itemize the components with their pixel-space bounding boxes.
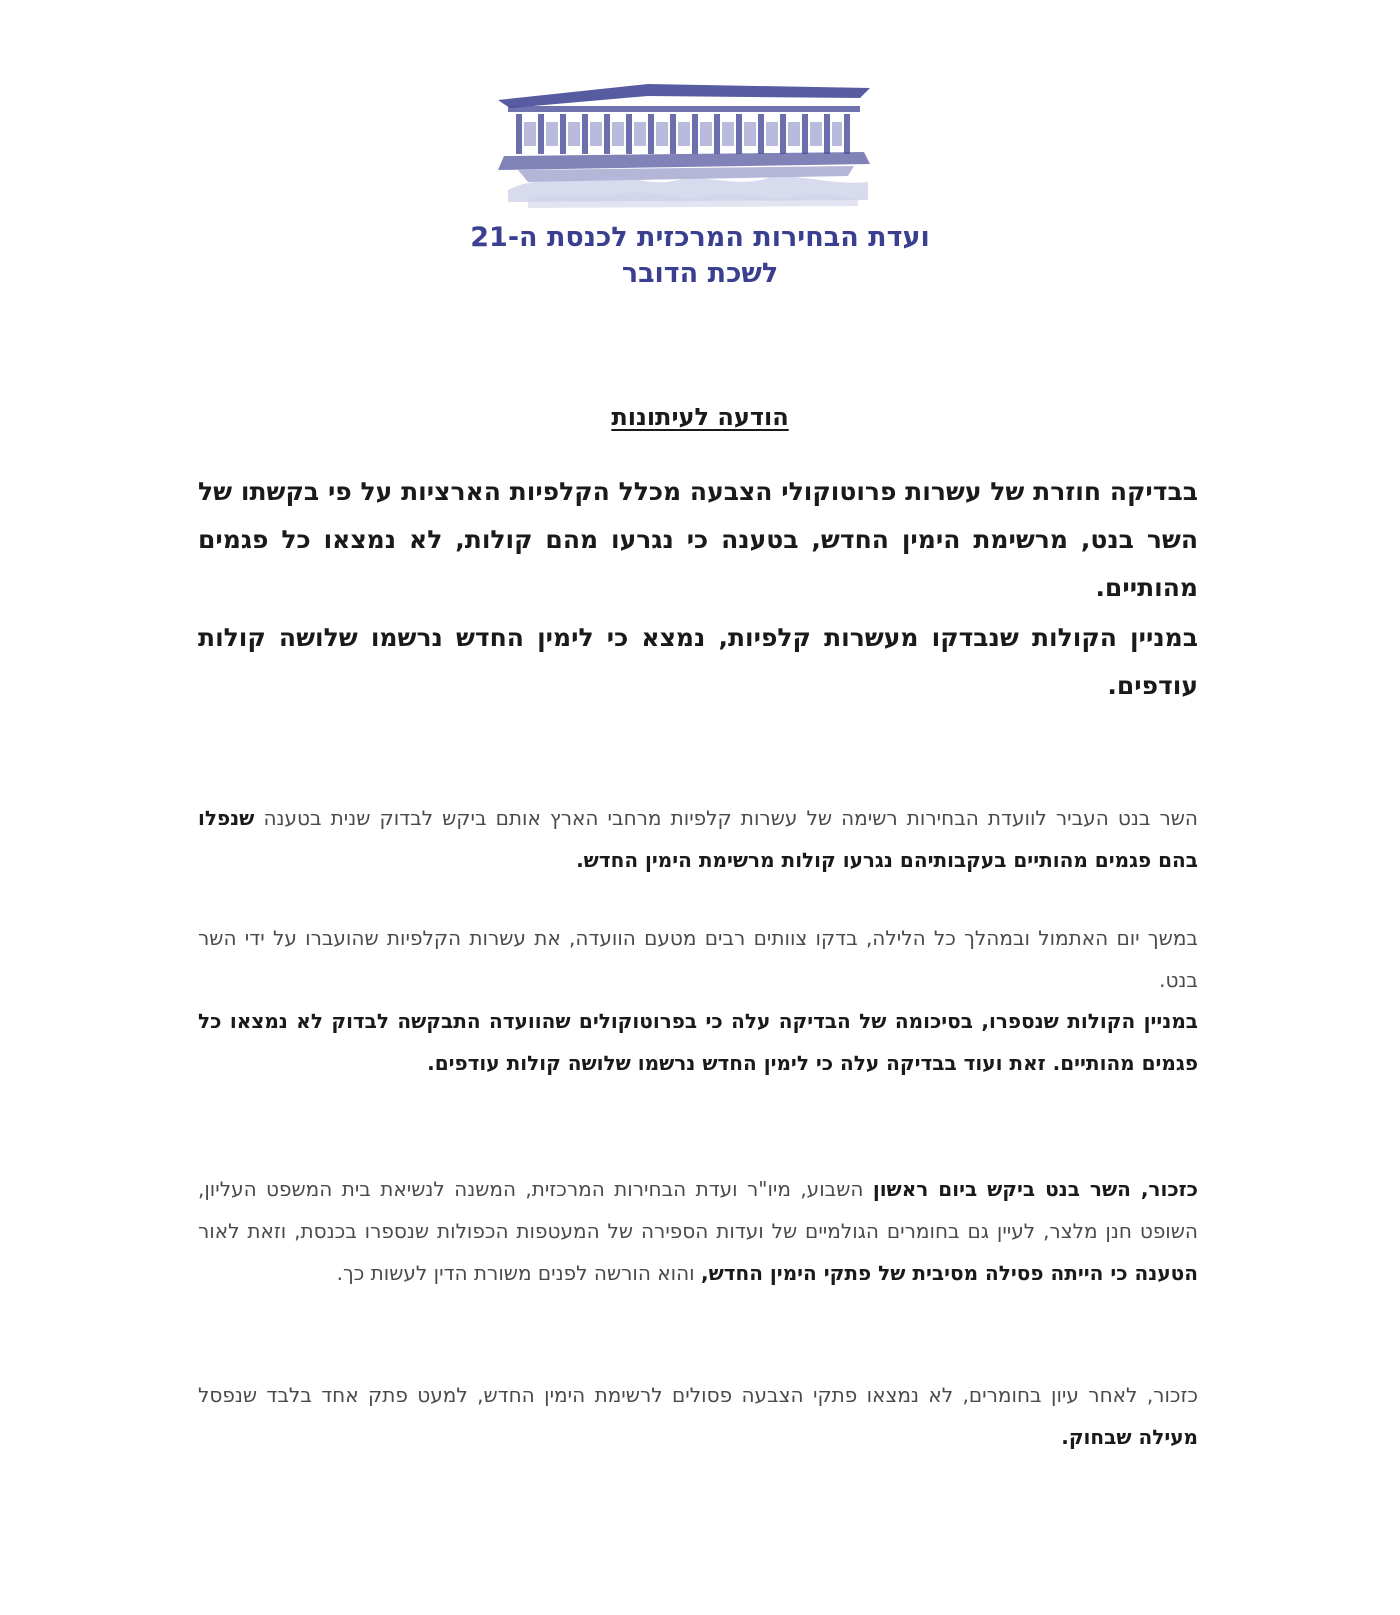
body-paragraph-4-text-b: והוא הורשה לפנים משורת הדין לעשות כך. [336, 1261, 701, 1285]
lead-paragraph-2: במניין הקולות שנבדקו מעשרות קלפיות, נמצא כי לימין החדש נרשמו שלושה קולות עודפים. [198, 623, 1198, 700]
org-name: ועדת הבחירות המרכזית לכנסת ה-21 [470, 222, 930, 253]
body-paragraph-4-bold-a: כזכור, השר בנט ביקש ביום ראשון [872, 1177, 1198, 1201]
body-paragraph-5 [198, 1374, 1198, 1458]
body-paragraph-2: במשך יום האתמול ובמהלך כל הלילה, בדקו צוותים רבים מטעם הוועדה, את עשרות הקלפיות שהועברו על ידי השר בנט. [198, 926, 1198, 992]
page-title: הודעה לעיתונות [611, 403, 789, 431]
org-department: לשכת הדובר [621, 258, 779, 289]
body-paragraph-5-text: כזכור, לאחר עיון בחומרים, לא נמצאו פתקי הצבעה פסולים לרשימת הימין החדש, למעט פתק אחד בלבד שנפסל [198, 1383, 1198, 1407]
body-paragraph-4-bold-b: הטענה כי הייתה פסילה מסיבית של פתקי הימין החדש, [700, 1261, 1198, 1285]
body-paragraph-4-text-a: השבוע, מיו"ר ועדת הבחירות המרכזית, המשנה לנשיאת בית המשפט העליון, השופט חנן מלצר, לעיין גם בחומרים הגולמיים של ועדות הספירה של המעטפות הכפולות שנספרו בכנסת, וזאת לאור [198, 1177, 1198, 1243]
body-paragraph-1-bold: שנפלו בהם פגמים מהותיים בעקבותיהם נגרעו קולות מרשימת הימין החדש. [198, 806, 1198, 872]
body-paragraph-1 [198, 797, 1198, 881]
body-paragraph-3: במניין הקולות שנספרו, בסיכומה של הבדיקה עלה כי בפרוטוקולים שהוועדה התבקשה לבדוק לא נמצאו כל פגמים מהותיים. זאת ועוד בבדיקה עלה כי לימין החדש נרשמו שלושה קולות עודפים. [198, 1009, 1198, 1075]
lead-paragraph-1: בבדיקה חוזרת של עשרות פרוטוקולי הצבעה מכלל הקלפיות הארציות על פי בקשתו של השר בנט, מרשימת הימין החדש, בטענה כי נגרעו מהם קולות, לא נמצאו כל פגמים מהותיים. [198, 477, 1198, 602]
body-paragraph-1-text: השר בנט העביר לוועדת הבחירות רשימה של עשרות קלפיות מרחבי הארץ אותם ביקש לבדוק שנית בטענה [254, 806, 1198, 830]
body-paragraph-4 [198, 1168, 1198, 1294]
body-paragraph-5-bold: מעילה שבחוק. [1061, 1425, 1198, 1449]
knesset-building-icon [498, 78, 892, 210]
